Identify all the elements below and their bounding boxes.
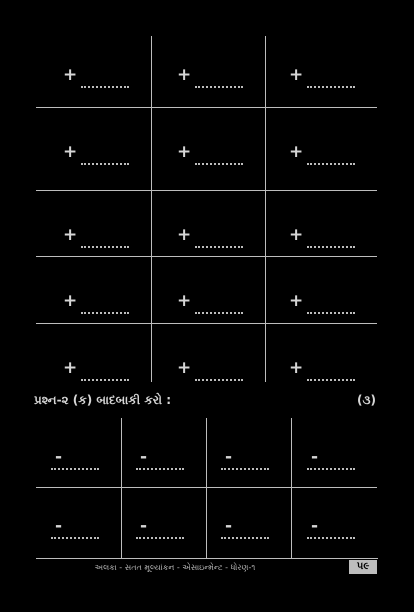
answer-line[interactable] (81, 379, 129, 381)
plus-sign: + (177, 225, 192, 245)
answer-line[interactable] (195, 312, 243, 314)
grid-row-divider (36, 323, 377, 324)
minus-sign: - (140, 516, 148, 536)
plus-sign: + (63, 225, 78, 245)
plus-sign: + (177, 142, 192, 162)
minus-sign: - (55, 447, 63, 467)
plus-sign: + (289, 291, 304, 311)
answer-line[interactable] (307, 537, 355, 539)
grid-column-divider (121, 418, 122, 558)
minus-sign: - (225, 447, 233, 467)
minus-sign: - (225, 516, 233, 536)
answer-line[interactable] (307, 163, 355, 165)
grid-column-divider (151, 36, 152, 382)
answer-line[interactable] (307, 246, 355, 248)
plus-sign: + (177, 291, 192, 311)
plus-sign: + (289, 65, 304, 85)
plus-sign: + (63, 291, 78, 311)
grid-row-divider (36, 107, 377, 108)
answer-line[interactable] (195, 163, 243, 165)
minus-sign: - (140, 447, 148, 467)
minus-sign: - (311, 447, 319, 467)
grid-column-divider (206, 418, 207, 558)
question-2-title: પ્રશ્ન-૨ (ક) બાદબાકી કરો : (34, 393, 171, 407)
answer-line[interactable] (307, 379, 355, 381)
answer-line[interactable] (221, 537, 269, 539)
grid-row-divider (36, 487, 377, 488)
grid-row-divider (36, 256, 377, 257)
footer-text: અલકા - સતત મૂલ્યાંકન - એસાઇન્મેન્ટ - ધોરણ-૧ (94, 563, 256, 572)
answer-line[interactable] (307, 312, 355, 314)
answer-line[interactable] (195, 86, 243, 88)
answer-line[interactable] (81, 312, 129, 314)
answer-line[interactable] (81, 246, 129, 248)
answer-line[interactable] (307, 86, 355, 88)
plus-sign: + (63, 358, 78, 378)
plus-sign: + (177, 65, 192, 85)
answer-line[interactable] (195, 379, 243, 381)
answer-line[interactable] (51, 537, 99, 539)
plus-sign: + (289, 225, 304, 245)
page-number: ૫૯ (349, 560, 377, 574)
answer-line[interactable] (136, 468, 184, 470)
plus-sign: + (63, 65, 78, 85)
answer-line[interactable] (81, 86, 129, 88)
answer-line[interactable] (51, 468, 99, 470)
plus-sign: + (177, 358, 192, 378)
plus-sign: + (289, 142, 304, 162)
plus-sign: + (289, 358, 304, 378)
answer-line[interactable] (136, 537, 184, 539)
minus-sign: - (311, 516, 319, 536)
footer-divider (36, 558, 378, 559)
grid-column-divider (265, 36, 266, 382)
grid-column-divider (291, 418, 292, 558)
grid-row-divider (36, 190, 377, 191)
answer-line[interactable] (221, 468, 269, 470)
answer-line[interactable] (81, 163, 129, 165)
answer-line[interactable] (307, 468, 355, 470)
minus-sign: - (55, 516, 63, 536)
question-2-marks: (૩) (357, 393, 376, 407)
answer-line[interactable] (195, 246, 243, 248)
plus-sign: + (63, 142, 78, 162)
